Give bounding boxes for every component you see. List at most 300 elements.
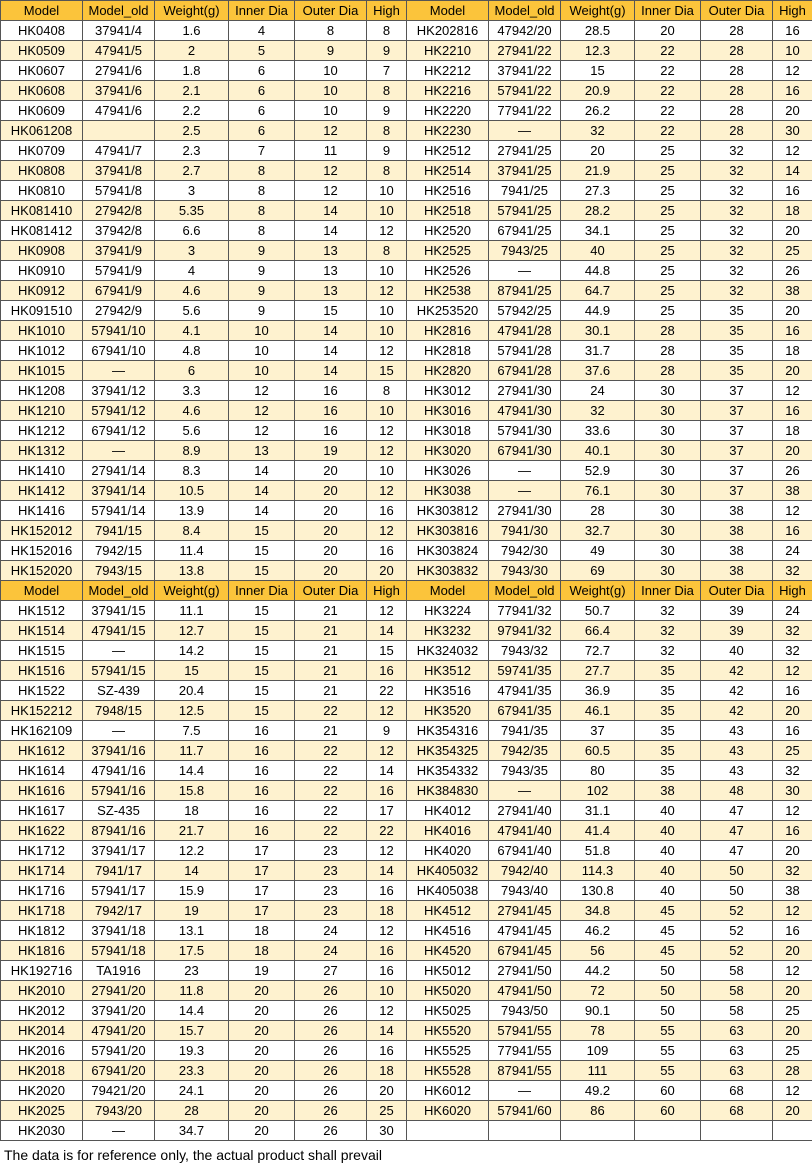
table-cell: — (489, 121, 561, 141)
table-cell: 20 (773, 701, 812, 721)
table-cell: 6.6 (155, 221, 229, 241)
table-cell: 80 (561, 761, 635, 781)
table-cell: HK3016 (407, 401, 489, 421)
table-cell: 26 (295, 1001, 367, 1021)
table-cell: 7941/15 (83, 521, 155, 541)
table-cell: 40 (635, 861, 701, 881)
table-cell: 27941/30 (489, 501, 561, 521)
table-cell: HK3018 (407, 421, 489, 441)
table-cell: 20 (295, 461, 367, 481)
table-cell: 14 (229, 461, 295, 481)
table-cell: 12 (367, 481, 407, 501)
table-cell: 58 (701, 1001, 773, 1021)
table-cell: 25 (635, 141, 701, 161)
table-cell: 4.8 (155, 341, 229, 361)
table-cell: 17 (229, 861, 295, 881)
column-header: Inner Dia (229, 581, 295, 601)
table-cell: 25 (635, 261, 701, 281)
table-cell: 43 (701, 741, 773, 761)
table-cell: 20 (773, 441, 812, 461)
table-cell: 20.4 (155, 681, 229, 701)
table-cell: 21.7 (155, 821, 229, 841)
table-cell: 18 (773, 201, 812, 221)
table-cell: 16 (295, 381, 367, 401)
table-cell: 37941/18 (83, 921, 155, 941)
table-cell: SZ-435 (83, 801, 155, 821)
table-cell: 47941/20 (83, 1021, 155, 1041)
table-cell: 38 (701, 561, 773, 581)
table-cell: 16 (367, 541, 407, 561)
table-cell: 16 (367, 661, 407, 681)
table-cell: HK3516 (407, 681, 489, 701)
table-cell: 24 (773, 541, 812, 561)
table-cell: 16 (773, 521, 812, 541)
table-cell: 7942/17 (83, 901, 155, 921)
table-cell: 22 (295, 821, 367, 841)
table-cell: 12 (367, 741, 407, 761)
table-cell: HK1208 (1, 381, 83, 401)
table-cell: 12 (773, 661, 812, 681)
table-cell: 16 (367, 781, 407, 801)
table-cell: 20 (229, 981, 295, 1001)
column-header: Model (1, 1, 83, 21)
table-row (1, 741, 812, 761)
table-cell: 32 (773, 561, 812, 581)
table-cell: 52 (701, 901, 773, 921)
table-cell: 14.4 (155, 761, 229, 781)
table-cell: 7942/35 (489, 741, 561, 761)
table-cell: 13 (295, 281, 367, 301)
table-cell: 87941/16 (83, 821, 155, 841)
table-cell: HK2012 (1, 1001, 83, 1021)
table-cell: 46.2 (561, 921, 635, 941)
table-cell: 15 (229, 601, 295, 621)
table-cell: 16 (229, 761, 295, 781)
table-cell: 37 (701, 461, 773, 481)
table-cell: 12 (773, 901, 812, 921)
table-row (1, 761, 812, 781)
table-cell: 10 (295, 101, 367, 121)
table-cell: 20 (295, 501, 367, 521)
table-cell: HK2512 (407, 141, 489, 161)
table-cell (489, 1121, 561, 1141)
table-cell: 27941/14 (83, 461, 155, 481)
table-cell: HK2212 (407, 61, 489, 81)
table-cell: 23 (295, 841, 367, 861)
table-cell: 17 (229, 901, 295, 921)
table-cell: 15 (155, 661, 229, 681)
table-cell: 8 (367, 121, 407, 141)
table-cell: 52 (701, 941, 773, 961)
table-cell: 14 (295, 321, 367, 341)
table-cell: HK2518 (407, 201, 489, 221)
table-cell: 18 (229, 921, 295, 941)
table-cell: HK1410 (1, 461, 83, 481)
table-cell: HK3232 (407, 621, 489, 641)
table-cell: HK2818 (407, 341, 489, 361)
table-row (1, 141, 812, 161)
table-cell: 15.7 (155, 1021, 229, 1041)
table-cell: 35 (635, 681, 701, 701)
table-cell: 22 (635, 41, 701, 61)
table-cell: 109 (561, 1041, 635, 1061)
table-cell: HK1617 (1, 801, 83, 821)
table-cell: 57941/30 (489, 421, 561, 441)
table-cell: 20.9 (561, 81, 635, 101)
table-cell: 31.7 (561, 341, 635, 361)
table-cell: HK405032 (407, 861, 489, 881)
table-cell: 8 (295, 21, 367, 41)
table-cell: 37941/14 (83, 481, 155, 501)
table-cell: 28 (701, 101, 773, 121)
table-cell: 60 (635, 1081, 701, 1101)
table-cell: 25 (773, 741, 812, 761)
table-cell: 52 (701, 921, 773, 941)
table-cell: 28 (635, 341, 701, 361)
table-cell: 17 (229, 841, 295, 861)
table-cell: 38 (701, 541, 773, 561)
table-cell: — (489, 461, 561, 481)
column-header: High (367, 1, 407, 21)
table-cell: HK1416 (1, 501, 83, 521)
table-cell: 28 (635, 361, 701, 381)
header-row (1, 1, 812, 21)
table-cell: 30 (635, 541, 701, 561)
table-cell: HK2520 (407, 221, 489, 241)
table-cell: 14.2 (155, 641, 229, 661)
table-cell: 16 (295, 421, 367, 441)
table-cell: 10 (367, 201, 407, 221)
table-cell: 24 (773, 601, 812, 621)
table-cell: 30 (635, 461, 701, 481)
table-cell: TA1916 (83, 961, 155, 981)
table-cell: 32 (773, 641, 812, 661)
table-cell: 8 (367, 81, 407, 101)
table-cell: 20 (773, 361, 812, 381)
table-cell: HK2010 (1, 981, 83, 1001)
table-cell: 7941/25 (489, 181, 561, 201)
table-cell: 67941/28 (489, 361, 561, 381)
table-row (1, 901, 812, 921)
table-cell: 44.2 (561, 961, 635, 981)
table-cell: HK5528 (407, 1061, 489, 1081)
table-row (1, 1101, 812, 1121)
table-cell: 26 (295, 1101, 367, 1121)
table-cell: HK303824 (407, 541, 489, 561)
table-cell: 11.7 (155, 741, 229, 761)
table-cell: HK0908 (1, 241, 83, 261)
table-cell: 58 (701, 961, 773, 981)
table-cell: 12 (367, 521, 407, 541)
table-cell: HK091510 (1, 301, 83, 321)
table-cell: 15 (229, 701, 295, 721)
table-cell: 6 (229, 81, 295, 101)
table-cell: 40 (561, 241, 635, 261)
table-cell: 8 (367, 381, 407, 401)
table-cell: 12 (773, 61, 812, 81)
table-cell: 25 (773, 241, 812, 261)
table-cell: 47941/28 (489, 321, 561, 341)
table-cell: 48 (701, 781, 773, 801)
table-cell: 14 (295, 201, 367, 221)
table-cell: 12.5 (155, 701, 229, 721)
table-cell: 77941/32 (489, 601, 561, 621)
table-cell: 15 (367, 361, 407, 381)
table-cell: 28.2 (561, 201, 635, 221)
column-header: Outer Dia (295, 581, 367, 601)
header-row (1, 581, 812, 601)
table-cell: 38 (635, 781, 701, 801)
table-cell (773, 1121, 812, 1141)
table-cell: 20 (229, 1021, 295, 1041)
table-cell: 39 (701, 601, 773, 621)
table-cell: 57941/28 (489, 341, 561, 361)
table-cell: 27941/20 (83, 981, 155, 1001)
table-cell: 35 (701, 341, 773, 361)
table-cell: HK6012 (407, 1081, 489, 1101)
table-cell: 12 (773, 381, 812, 401)
table-cell: 10 (367, 301, 407, 321)
table-cell: 90.1 (561, 1001, 635, 1021)
table-cell: 25 (773, 1001, 812, 1021)
table-cell: 37941/6 (83, 81, 155, 101)
table-row (1, 941, 812, 961)
table-cell: 38 (773, 281, 812, 301)
table-cell: 40 (635, 801, 701, 821)
table-cell (701, 1121, 773, 1141)
column-header: Weight(g) (155, 581, 229, 601)
table-cell: 30 (635, 501, 701, 521)
table-cell: 66.4 (561, 621, 635, 641)
table-cell: 27941/40 (489, 801, 561, 821)
table-cell: HK081410 (1, 201, 83, 221)
table-cell: 20 (295, 481, 367, 501)
table-cell: 37941/22 (489, 61, 561, 81)
table-cell: 60.5 (561, 741, 635, 761)
table-cell: 9 (229, 241, 295, 261)
table-cell: 18 (229, 941, 295, 961)
table-cell: 34.7 (155, 1121, 229, 1141)
table-cell: 41.4 (561, 821, 635, 841)
table-cell: 25 (635, 241, 701, 261)
table-cell: 19 (229, 961, 295, 981)
table-cell: 57941/20 (83, 1041, 155, 1061)
table-cell: HK4020 (407, 841, 489, 861)
table-cell: HK1212 (1, 421, 83, 441)
table-cell: 8 (367, 21, 407, 41)
table-cell: 38 (773, 881, 812, 901)
table-cell: 15 (229, 661, 295, 681)
table-cell: 47941/16 (83, 761, 155, 781)
table-cell: 9 (367, 141, 407, 161)
table-cell: 63 (701, 1021, 773, 1041)
table-cell: 16 (229, 721, 295, 741)
table-cell: 28 (773, 1061, 812, 1081)
table-cell: SZ-439 (83, 681, 155, 701)
table-cell: HK0509 (1, 41, 83, 61)
table-cell: 8.4 (155, 521, 229, 541)
table-cell: 20 (635, 21, 701, 41)
table-cell: 30 (635, 561, 701, 581)
table-cell: 16 (773, 21, 812, 41)
table-cell: 16 (773, 681, 812, 701)
table-cell: 69 (561, 561, 635, 581)
table-cell: 32 (701, 241, 773, 261)
table-cell: 25 (635, 281, 701, 301)
table-row (1, 981, 812, 1001)
table-cell: 16 (229, 821, 295, 841)
table-cell: 28 (635, 321, 701, 341)
table-cell: — (489, 781, 561, 801)
table-cell: HK384830 (407, 781, 489, 801)
table-cell: 37 (701, 381, 773, 401)
table-cell: 40.1 (561, 441, 635, 461)
table-cell: 22 (295, 701, 367, 721)
table-cell: 10 (367, 261, 407, 281)
table-cell: 28 (701, 81, 773, 101)
table-cell: 37941/17 (83, 841, 155, 861)
table-cell: 10 (367, 181, 407, 201)
table-cell: 6 (229, 121, 295, 141)
table-cell: 32 (701, 181, 773, 201)
table-cell: 40 (635, 841, 701, 861)
table-cell: 14.4 (155, 1001, 229, 1021)
table-cell: 9 (229, 301, 295, 321)
table-cell: HK2516 (407, 181, 489, 201)
table-cell: 76.1 (561, 481, 635, 501)
table-cell: 12 (229, 401, 295, 421)
table-cell: 20 (773, 981, 812, 1001)
table-cell: HK1516 (1, 661, 83, 681)
table-cell: 16 (229, 781, 295, 801)
table-cell: HK1515 (1, 641, 83, 661)
table-cell: — (83, 441, 155, 461)
table-cell: 50 (701, 861, 773, 881)
table-cell: 32 (701, 221, 773, 241)
table-cell: 16 (773, 401, 812, 421)
table-cell: 43 (701, 761, 773, 781)
table-cell: 97941/32 (489, 621, 561, 641)
table-row (1, 561, 812, 581)
table-cell: 45 (635, 941, 701, 961)
table-cell: 4.6 (155, 401, 229, 421)
table-cell: 63 (701, 1061, 773, 1081)
table-cell: 22 (635, 61, 701, 81)
table-cell: 23.3 (155, 1061, 229, 1081)
table-cell: 30 (773, 121, 812, 141)
table-row (1, 181, 812, 201)
table-cell: 13.9 (155, 501, 229, 521)
table-cell: 32 (773, 621, 812, 641)
table-cell: 25 (635, 161, 701, 181)
table-cell: HK2025 (1, 1101, 83, 1121)
table-cell: 47 (701, 801, 773, 821)
table-cell: HK5020 (407, 981, 489, 1001)
table-cell: 2.1 (155, 81, 229, 101)
table-cell: 26.2 (561, 101, 635, 121)
table-cell: 67941/9 (83, 281, 155, 301)
table-cell: 45 (635, 921, 701, 941)
table-cell: 37 (701, 401, 773, 421)
table-cell: 16 (229, 801, 295, 821)
table-row (1, 1001, 812, 1021)
table-cell: HK1812 (1, 921, 83, 941)
table-row (1, 681, 812, 701)
table-cell: 37 (701, 481, 773, 501)
table-cell: 4 (155, 261, 229, 281)
table-cell: 16 (773, 721, 812, 741)
table-cell: 27.3 (561, 181, 635, 201)
table-cell: 37 (701, 441, 773, 461)
table-cell: 22 (635, 81, 701, 101)
table-row (1, 701, 812, 721)
table-cell: HK3512 (407, 661, 489, 681)
table-row (1, 401, 812, 421)
table-cell: 77941/22 (489, 101, 561, 121)
table-cell: HK303832 (407, 561, 489, 581)
table-cell: 14 (367, 621, 407, 641)
table-cell: 35 (701, 301, 773, 321)
table-cell: 57941/22 (489, 81, 561, 101)
table-cell: 32 (701, 281, 773, 301)
table-cell: 18 (155, 801, 229, 821)
table-cell: 26 (295, 981, 367, 1001)
table-cell: 8.9 (155, 441, 229, 461)
table-row (1, 281, 812, 301)
table-cell: HK1412 (1, 481, 83, 501)
table-cell: 79421/20 (83, 1081, 155, 1101)
table-cell: 11.8 (155, 981, 229, 1001)
table-cell: 72 (561, 981, 635, 1001)
table-cell: 16 (773, 921, 812, 941)
table-cell: HK1015 (1, 361, 83, 381)
table-row (1, 21, 812, 41)
table-cell: 8 (229, 201, 295, 221)
table-cell: 23 (155, 961, 229, 981)
table-cell: 10 (367, 981, 407, 1001)
table-cell: 56 (561, 941, 635, 961)
table-cell: 44.9 (561, 301, 635, 321)
table-cell: 25 (635, 201, 701, 221)
table-cell: 14 (155, 861, 229, 881)
table-cell: 27941/22 (489, 41, 561, 61)
table-cell: HK3520 (407, 701, 489, 721)
table-cell: 15 (561, 61, 635, 81)
table-cell: 7942/40 (489, 861, 561, 881)
table-cell: HK1514 (1, 621, 83, 641)
table-cell: 28 (701, 121, 773, 141)
table-cell: HK1612 (1, 741, 83, 761)
table-cell: 36.9 (561, 681, 635, 701)
table-cell: 47941/15 (83, 621, 155, 641)
table-cell: 22 (295, 801, 367, 821)
table-cell: 37941/12 (83, 381, 155, 401)
table-cell: 24.1 (155, 1081, 229, 1101)
table-cell: 9 (367, 101, 407, 121)
table-cell: 19 (295, 441, 367, 461)
table-cell: 16 (229, 741, 295, 761)
table-cell: HK2526 (407, 261, 489, 281)
table-cell: 22 (367, 681, 407, 701)
table-cell: 37 (561, 721, 635, 741)
column-header: Model_old (489, 1, 561, 21)
table-cell: 47941/30 (489, 401, 561, 421)
table-row (1, 641, 812, 661)
table-cell: 26 (773, 461, 812, 481)
table-cell: 67941/12 (83, 421, 155, 441)
table-cell: 57941/12 (83, 401, 155, 421)
table-cell: 35 (635, 661, 701, 681)
